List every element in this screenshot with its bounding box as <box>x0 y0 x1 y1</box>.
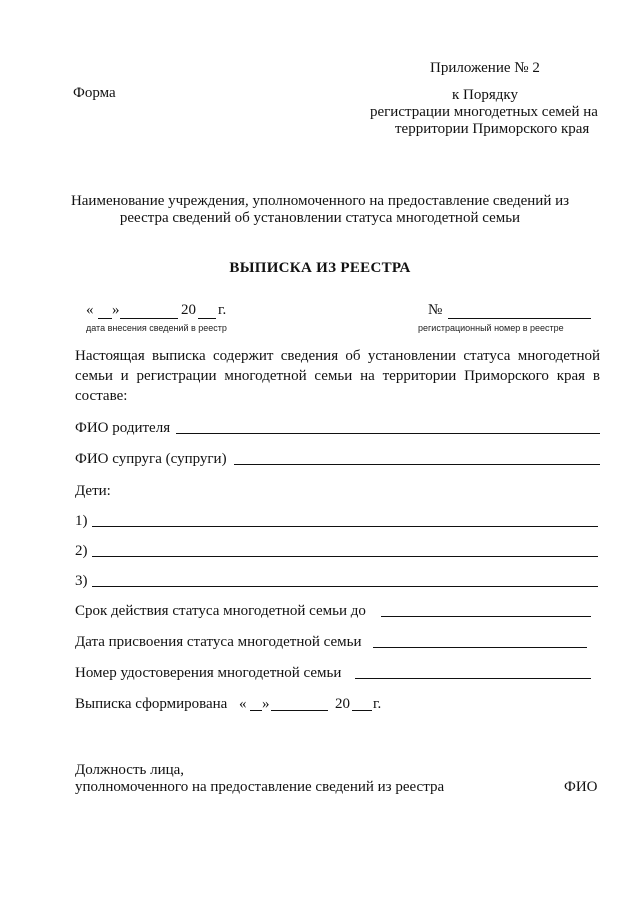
institution-line-1: Наименование учреждения, уполномоченного на предоставление сведений из <box>70 193 570 209</box>
date-day-line[interactable] <box>98 318 112 319</box>
reg-number-caption: регистрационный номер в реестре <box>418 323 564 333</box>
order-line-3: территории Приморского края <box>395 121 590 137</box>
intro-line-2: семьи и регистрации многодетной семьи на территории Приморского края в <box>75 368 600 384</box>
date-year-prefix: 20 <box>181 302 196 318</box>
children-label: Дети: <box>75 483 111 499</box>
child-1-input-line[interactable] <box>92 526 598 527</box>
status-date-label: Дата присвоения статуса многодетной семьи <box>75 634 362 650</box>
spouse-input-line[interactable] <box>234 464 600 465</box>
certificate-input-line[interactable] <box>355 678 591 679</box>
date-caption: дата внесения сведений в реестр <box>86 323 227 333</box>
child-2-label: 2) <box>75 543 88 559</box>
intro-line-1: Настоящая выписка содержит сведения об установлении статуса многодетной <box>75 348 600 364</box>
status-term-input-line[interactable] <box>381 616 591 617</box>
parent-row <box>75 420 600 440</box>
date-year-line[interactable] <box>198 318 216 319</box>
status-date-input-line[interactable] <box>373 647 587 648</box>
position-line-2: уполномоченного на предоставление сведений из реестра <box>75 779 445 795</box>
parent-label: ФИО родителя <box>75 420 171 436</box>
order-line-2: регистрации многодетных семей на <box>370 104 598 120</box>
appendix-label: Приложение № 2 <box>430 60 540 76</box>
form-label: Форма <box>73 85 116 101</box>
formed-open-quote: « <box>239 696 247 712</box>
parent-input-line[interactable] <box>176 433 600 434</box>
child-3-input-line[interactable] <box>92 586 598 587</box>
date-month-line[interactable] <box>120 318 178 319</box>
spouse-label: ФИО супруга (супруги) <box>75 451 227 467</box>
fio-label: ФИО <box>564 779 598 795</box>
date-year-suffix: г. <box>218 302 227 318</box>
reg-number-line[interactable] <box>448 318 591 319</box>
institution-line-2: реестра сведений об установлении статуса многодетной семьи <box>119 210 521 226</box>
document-title: ВЫПИСКА ИЗ РЕЕСТРА <box>229 260 411 276</box>
spouse-row <box>75 451 600 471</box>
formed-month-line[interactable] <box>271 710 328 711</box>
formed-day-line[interactable] <box>250 710 262 711</box>
child-2-input-line[interactable] <box>92 556 598 557</box>
date-open-quote: « <box>86 302 94 318</box>
certificate-label: Номер удостоверения многодетной семьи <box>75 665 342 681</box>
formed-close-quote: » <box>262 696 270 712</box>
formed-year-line[interactable] <box>352 710 372 711</box>
formed-label: Выписка сформирована <box>75 696 228 712</box>
reg-number-sign: № <box>428 302 443 318</box>
formed-year-prefix: 20 <box>335 696 350 712</box>
intro-line-3: составе: <box>75 388 128 404</box>
status-term-label: Срок действия статуса многодетной семьи до <box>75 603 366 619</box>
date-close-quote: » <box>112 302 120 318</box>
child-1-label: 1) <box>75 513 88 529</box>
child-3-label: 3) <box>75 573 88 589</box>
order-line-1: к Порядку <box>452 87 518 103</box>
position-line-1: Должность лица, <box>75 762 185 778</box>
formed-year-suffix: г. <box>373 696 382 712</box>
